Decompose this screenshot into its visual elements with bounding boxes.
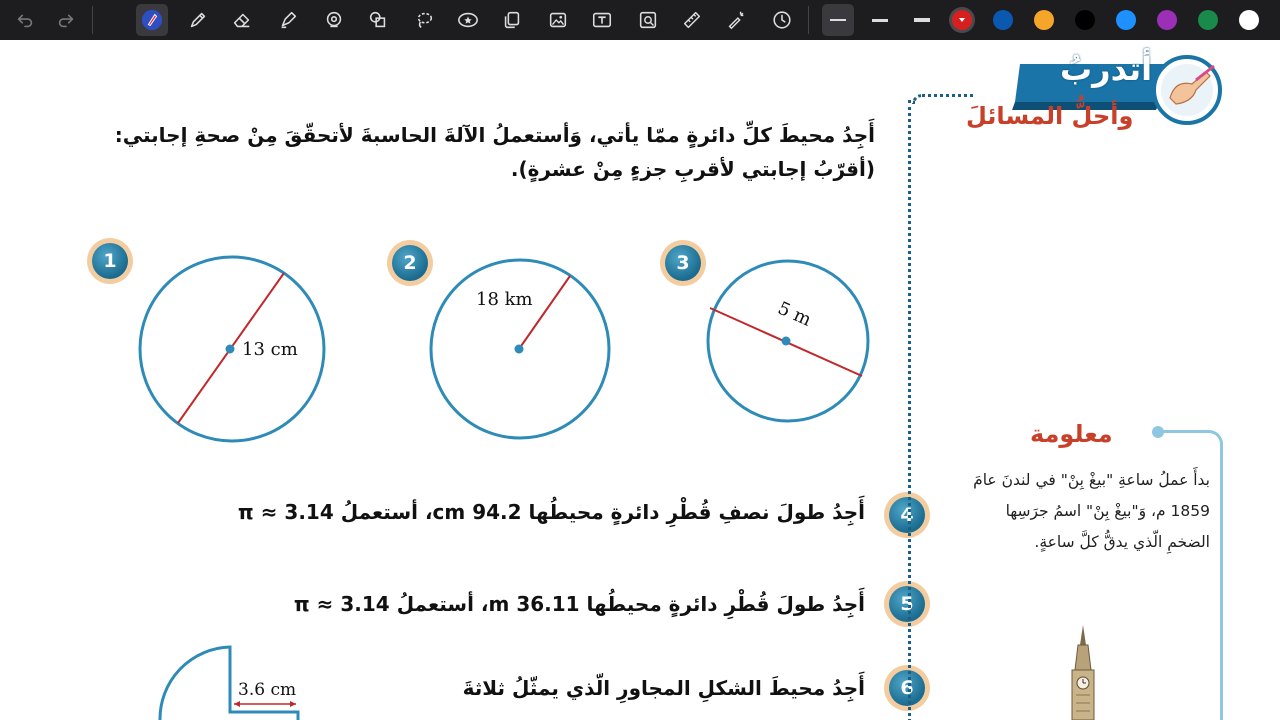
color-swatch-4[interactable] <box>1075 10 1095 30</box>
line-width-medium-button[interactable] <box>864 4 896 36</box>
info-text: بدأَ عملُ ساعةِ "بيغْ بِنْ" في لندنَ عامَ 1859 م، وَ"بيغْ بِنْ" اسمُ جرَسِها الضخمِ الّذي يدقُّ كلَّ ساعةٍ. <box>973 471 1210 551</box>
ruler-icon <box>681 9 703 31</box>
color-swatch-6[interactable] <box>1157 10 1177 30</box>
highlighter-icon <box>277 9 299 31</box>
line-width-thin-button[interactable] <box>822 4 854 36</box>
exercise-number-6: 6 <box>884 665 930 711</box>
margin-dotted-line <box>908 100 911 720</box>
undo-icon <box>14 9 36 31</box>
center-point <box>226 345 235 354</box>
color-swatch-3[interactable] <box>1034 10 1054 30</box>
circle-figure-1 <box>138 255 328 445</box>
pen-tool-button[interactable] <box>136 4 168 36</box>
question-5-text: أَجِدُ طولَ قُطْرِ دائرةٍ محيطُها 36.11 m، أستعملُ 3.14 ≈ π <box>293 592 865 616</box>
eraser-icon <box>231 9 253 31</box>
screenshot-icon <box>637 9 659 31</box>
spotlight-icon <box>323 9 345 31</box>
color-swatch-5[interactable] <box>1116 10 1136 30</box>
radius-line <box>519 276 570 349</box>
exercise-number-2: 2 <box>387 240 433 286</box>
line-width-medium-icon <box>872 19 888 22</box>
instructions <box>75 118 875 186</box>
color-swatch-7[interactable] <box>1198 10 1218 30</box>
header-title: أتدربُ <box>1060 50 1153 88</box>
color-swatch-2[interactable] <box>993 10 1013 30</box>
toolbar-divider <box>808 6 809 34</box>
big-ben-illustration <box>1058 625 1108 720</box>
exercise-number-4: 4 <box>884 492 930 538</box>
center-point <box>782 337 791 346</box>
toolbar-divider <box>92 6 93 34</box>
pages-icon <box>501 9 523 31</box>
circle-figure-2 <box>430 259 614 443</box>
textbook-page <box>0 40 1280 720</box>
measurement-label: 13 cm <box>242 339 298 360</box>
spotlight-tool-button[interactable] <box>318 4 350 36</box>
color-swatch-8[interactable] <box>1239 10 1259 30</box>
sticker-icon <box>457 9 479 31</box>
question-6-text: أَجِدُ محيطَ الشكلِ المجاورِ الّذي يمثّلُ ثلاثةَ <box>462 676 865 700</box>
laser-pointer-icon <box>725 9 747 31</box>
pages-tool-button[interactable] <box>496 4 528 36</box>
pen-icon <box>141 9 163 31</box>
instructions-line-1: أَجِدُ محيطَ كلِّ دائرةٍ ممّا يأتي، وَأستعملُ الآلةَ الحاسبةَ لأتحقّقَ مِنْ صحةِ إجابتي: <box>114 123 875 147</box>
measurement-label: 18 km <box>476 289 533 310</box>
exercise-number-3: 3 <box>660 240 706 286</box>
timer-button[interactable] <box>766 4 798 36</box>
redo-button[interactable] <box>50 4 82 36</box>
redo-icon <box>55 9 77 31</box>
image-tool-button[interactable] <box>542 4 574 36</box>
info-title: معلومة <box>1030 420 1113 448</box>
line-width-thin-icon <box>830 19 846 21</box>
screenshot-tool-button[interactable] <box>632 4 664 36</box>
composite-figure-6 <box>150 640 310 720</box>
pencil-tool-button[interactable] <box>182 4 214 36</box>
lasso-icon <box>413 9 435 31</box>
timer-icon <box>771 9 793 31</box>
text-icon <box>591 9 613 31</box>
circle-figure-3 <box>706 259 872 425</box>
line-width-thick-button[interactable] <box>906 4 938 36</box>
laser-pointer-button[interactable] <box>720 4 752 36</box>
annotation-toolbar <box>0 0 1280 40</box>
color-swatch-1[interactable] <box>952 10 972 30</box>
line-width-thick-icon <box>914 18 930 22</box>
measurement-label: 5 m <box>774 297 815 331</box>
instructions-line-2: (أقرّبُ إجابتي لأقربِ جزءٍ مِنْ عشرةٍ). <box>510 157 875 181</box>
info-box-dot <box>1152 426 1164 438</box>
lasso-tool-button[interactable] <box>408 4 440 36</box>
undo-button[interactable] <box>9 4 41 36</box>
center-point <box>515 345 524 354</box>
exercise-number-1: 1 <box>87 238 133 284</box>
shapes-icon <box>367 9 389 31</box>
sticker-tool-button[interactable] <box>452 4 484 36</box>
highlighter-tool-button[interactable] <box>272 4 304 36</box>
exercise-number-5: 5 <box>884 581 930 627</box>
pencil-icon <box>187 9 209 31</box>
image-icon <box>547 9 569 31</box>
text-tool-button[interactable] <box>586 4 618 36</box>
header-subtitle: وأحلُّ المسائلَ <box>966 102 1134 130</box>
ruler-tool-button[interactable] <box>676 4 708 36</box>
shapes-tool-button[interactable] <box>362 4 394 36</box>
eraser-tool-button[interactable] <box>226 4 258 36</box>
question-4-text: أَجِدُ طولَ نصفِ قُطْرِ دائرةٍ محيطُها 94.2 cm، أستعملُ 3.14 ≈ π <box>237 500 865 524</box>
measurement-label: 3.6 cm <box>238 680 297 700</box>
